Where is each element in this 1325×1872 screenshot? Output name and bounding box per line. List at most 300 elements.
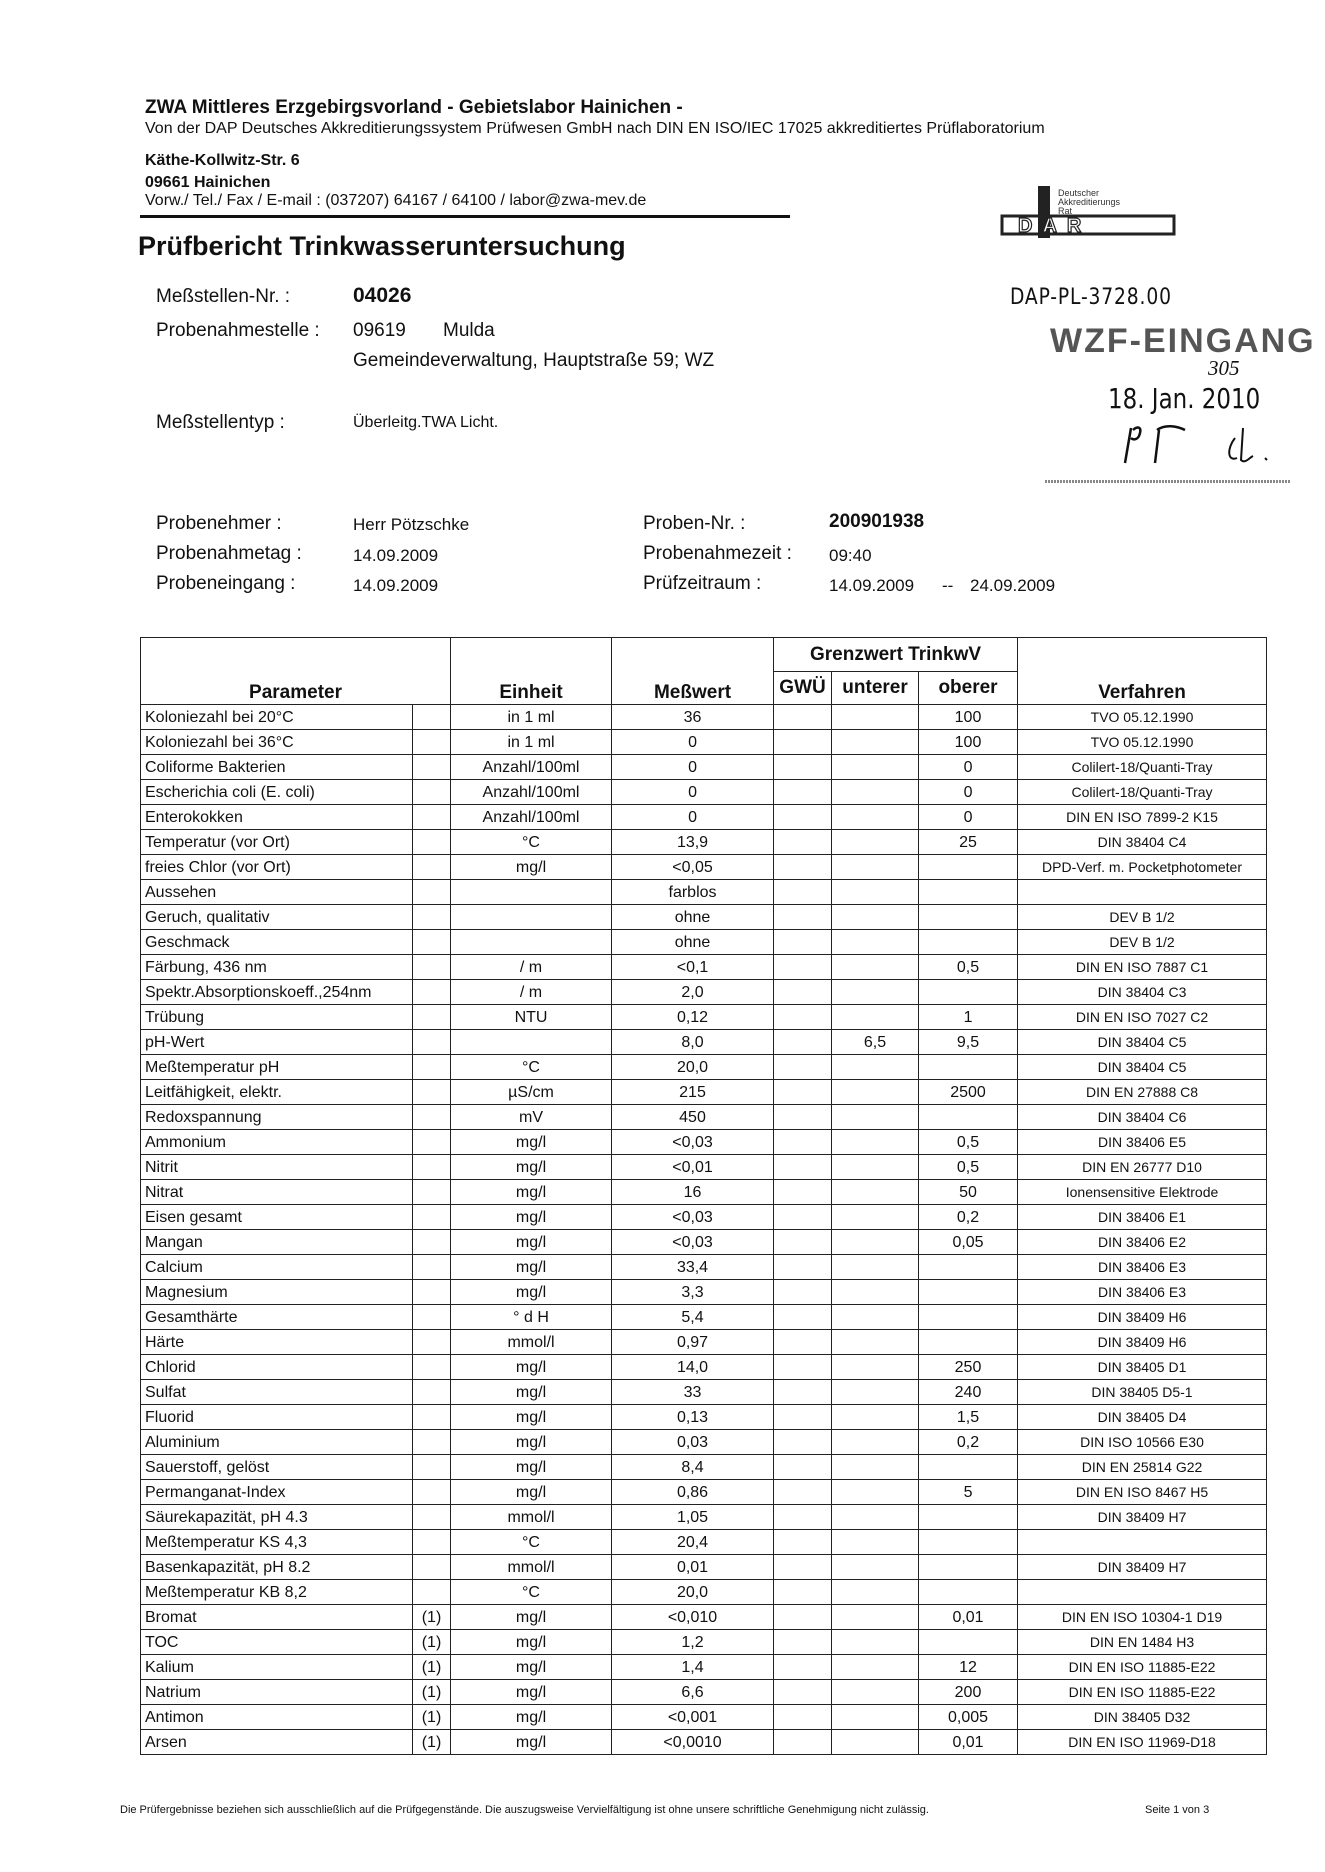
cell-unit: Anzahl/100ml [451,780,612,805]
cell-note [413,955,451,980]
table-row [141,1330,1267,1355]
cell-unit: / m [451,955,612,980]
cell-note: (1) [413,1630,451,1655]
cell-unit [451,930,612,955]
cell-parameter: Geruch, qualitativ [141,905,413,930]
cell-lower-limit [832,830,919,855]
cell-upper-limit [919,1305,1018,1330]
cell-value: 36 [612,705,774,730]
cell-method: DPD-Verf. m. Pocketphotometer [1018,855,1267,880]
cell-parameter: Mangan [141,1230,413,1255]
cell-gwu [774,1205,832,1230]
cell-note [413,1255,451,1280]
cell-upper-limit: 0,2 [919,1430,1018,1455]
cell-method: DIN 38404 C4 [1018,830,1267,855]
cell-parameter: Bromat [141,1605,413,1630]
sample-day-label: Probenahmetag : [156,543,302,564]
cell-value: 13,9 [612,830,774,855]
cell-gwu [774,1655,832,1680]
cell-lower-limit [832,1280,919,1305]
cell-lower-limit [832,1580,919,1605]
cell-value: 0 [612,805,774,830]
cell-upper-limit: 25 [919,830,1018,855]
cell-note [413,1355,451,1380]
cell-upper-limit [919,1330,1018,1355]
cell-unit: NTU [451,1005,612,1030]
cell-unit [451,1030,612,1055]
cell-note [413,805,451,830]
cell-lower-limit [832,1330,919,1355]
cell-gwu [774,1705,832,1730]
cell-note [413,1230,451,1255]
cell-gwu [774,855,832,880]
cell-parameter: Magnesium [141,1280,413,1305]
cell-method [1018,880,1267,905]
cell-value: <0,03 [612,1130,774,1155]
header-rule [140,215,790,218]
cell-parameter: Färbung, 436 nm [141,955,413,980]
cell-upper-limit [919,1105,1018,1130]
cell-value: <0,01 [612,1155,774,1180]
cell-note [413,905,451,930]
cell-unit: mg/l [451,1430,612,1455]
cell-upper-limit [919,880,1018,905]
cell-gwu [774,1055,832,1080]
cell-method: DIN EN 1484 H3 [1018,1630,1267,1655]
cell-parameter: Temperatur (vor Ort) [141,830,413,855]
cell-parameter: pH-Wert [141,1030,413,1055]
cell-gwu [774,1080,832,1105]
cell-note: (1) [413,1655,451,1680]
cell-gwu [774,1605,832,1630]
cell-method: Ionensensitive Elektrode [1018,1180,1267,1205]
table-row [141,1480,1267,1505]
table-row [141,1130,1267,1155]
handwritten-signature [1115,418,1285,468]
cell-gwu [774,1405,832,1430]
cell-note: (1) [413,1730,451,1755]
table-row [141,1430,1267,1455]
cell-unit: mg/l [451,1605,612,1630]
cell-gwu [774,1105,832,1130]
cell-unit: mg/l [451,1130,612,1155]
cell-unit: mV [451,1105,612,1130]
cell-lower-limit [832,1630,919,1655]
cell-unit: °C [451,1530,612,1555]
cell-lower-limit [832,880,919,905]
cell-lower-limit [832,1430,919,1455]
cell-gwu [774,1005,832,1030]
cell-gwu [774,980,832,1005]
cell-method: DIN 38406 E2 [1018,1230,1267,1255]
cell-lower-limit [832,1005,919,1030]
cell-note [413,730,451,755]
table-row [141,1405,1267,1430]
cell-unit: mg/l [451,1655,612,1680]
cell-note: (1) [413,1680,451,1705]
cell-gwu [774,1555,832,1580]
sample-day-value: 14.09.2009 [353,546,439,565]
cell-gwu [774,905,832,930]
receipt-stamp-number: 305 [1208,356,1240,380]
cell-upper-limit [919,1505,1018,1530]
cell-parameter: Permanganat-Index [141,1480,413,1505]
cell-value: 0 [612,755,774,780]
cell-note [413,830,451,855]
cell-method: DIN EN ISO 11885-E22 [1018,1680,1267,1705]
cell-parameter: Nitrit [141,1155,413,1180]
cell-upper-limit [919,1630,1018,1655]
dap-logo-line-3: Rat [1058,206,1073,216]
cell-parameter: Aluminium [141,1430,413,1455]
site-type-value: Überleitg.TWA Licht. [353,414,499,431]
cell-upper-limit: 0,01 [919,1605,1018,1630]
header-lower: unterer [832,671,919,705]
table-row [141,1555,1267,1580]
cell-gwu [774,880,832,905]
cell-unit [451,880,612,905]
footer-note: Die Prüfergebnisse beziehen sich ausschließlich auf die Prüfgegenstände. Die auszugsweise Vervielfältigung ist ohne unsere schriftliche Genehmigung nicht zulässig. [120,1804,929,1816]
cell-lower-limit [832,1255,919,1280]
cell-value: 0,12 [612,1005,774,1030]
cell-upper-limit: 0,005 [919,1705,1018,1730]
table-row [141,730,1267,755]
cell-upper-limit: 0,5 [919,955,1018,980]
cell-lower-limit [832,1405,919,1430]
cell-parameter: Antimon [141,1705,413,1730]
cell-parameter: Fluorid [141,1405,413,1430]
cell-parameter: Coliforme Bakterien [141,755,413,780]
cell-upper-limit [919,1280,1018,1305]
cell-parameter: Meßtemperatur pH [141,1055,413,1080]
table-row [141,880,1267,905]
sampling-place-address: Gemeindeverwaltung, Hauptstraße 59; WZ [353,350,715,371]
cell-value: 20,0 [612,1055,774,1080]
accreditation-line: Von der DAP Deutsches Akkreditierungssystem Prüfwesen GmbH nach DIN EN ISO/IEC 17025 akkreditiertes Prüflaboratorium [145,120,1045,137]
cell-lower-limit [832,1480,919,1505]
cell-lower-limit [832,1305,919,1330]
cell-parameter: Trübung [141,1005,413,1030]
cell-method: DIN 38409 H6 [1018,1305,1267,1330]
cell-gwu [774,1130,832,1155]
cell-parameter: Koloniezahl bei 36°C [141,730,413,755]
cell-parameter: Enterokokken [141,805,413,830]
cell-parameter: Chlorid [141,1355,413,1380]
cell-method: DIN 38404 C5 [1018,1055,1267,1080]
cell-gwu [774,1480,832,1505]
cell-gwu [774,1230,832,1255]
cell-value: <0,03 [612,1205,774,1230]
cell-value: 3,3 [612,1280,774,1305]
cell-note [413,1455,451,1480]
cell-gwu [774,780,832,805]
cell-parameter: Koloniezahl bei 20°C [141,705,413,730]
cell-method: DIN 38406 E1 [1018,1205,1267,1230]
cell-value: 33 [612,1380,774,1405]
cell-lower-limit [832,930,919,955]
table-row [141,1505,1267,1530]
cell-value: 0,13 [612,1405,774,1430]
cell-note [413,1480,451,1505]
table-row [141,1055,1267,1080]
cell-parameter: Spektr.Absorptionskoeff.,254nm [141,980,413,1005]
cell-value: <0,0010 [612,1730,774,1755]
cell-upper-limit: 0,01 [919,1730,1018,1755]
table-row [141,1205,1267,1230]
cell-unit: mg/l [451,1180,612,1205]
cell-lower-limit [832,1680,919,1705]
table-row [141,1455,1267,1480]
cell-gwu [774,830,832,855]
table-row [141,1230,1267,1255]
cell-note [413,1555,451,1580]
cell-note [413,1505,451,1530]
cell-unit: mg/l [451,1380,612,1405]
cell-gwu [774,805,832,830]
cell-method: Colilert-18/Quanti-Tray [1018,780,1267,805]
sampling-place-code: 09619 [353,320,406,341]
test-period-separator: -- [942,576,954,595]
cell-method: DEV B 1/2 [1018,930,1267,955]
cell-unit: mmol/l [451,1330,612,1355]
cell-note [413,1155,451,1180]
cell-parameter: Säurekapazität, pH 4.3 [141,1505,413,1530]
cell-upper-limit: 0,05 [919,1230,1018,1255]
cell-unit: mg/l [451,1280,612,1305]
test-period-label: Prüfzeitraum : [643,573,762,594]
cell-parameter: Härte [141,1330,413,1355]
cell-note [413,1405,451,1430]
cell-parameter: Basenkapazität, pH 8.2 [141,1555,413,1580]
cell-value: ohne [612,930,774,955]
table-row [141,930,1267,955]
cell-note [413,1130,451,1155]
cell-unit: mg/l [451,1630,612,1655]
cell-gwu [774,1680,832,1705]
cell-value: 2,0 [612,980,774,1005]
header-value: Meßwert [612,638,774,705]
cell-parameter: Meßtemperatur KB 8,2 [141,1580,413,1605]
cell-parameter: freies Chlor (vor Ort) [141,855,413,880]
cell-note [413,1030,451,1055]
table-row [141,1380,1267,1405]
cell-method: DIN 38404 C5 [1018,1030,1267,1055]
cell-method: DIN EN ISO 7027 C2 [1018,1005,1267,1030]
cell-upper-limit: 100 [919,705,1018,730]
table-row [141,1105,1267,1130]
cell-upper-limit: 50 [919,1180,1018,1205]
cell-unit: mg/l [451,1705,612,1730]
table-row [141,1005,1267,1030]
cell-value: 20,4 [612,1530,774,1555]
cell-unit: in 1 ml [451,730,612,755]
site-type-label: Meßstellentyp : [156,412,285,433]
cell-upper-limit: 0,2 [919,1205,1018,1230]
cell-value: 14,0 [612,1355,774,1380]
cell-lower-limit [832,1205,919,1230]
table-row [141,1280,1267,1305]
cell-lower-limit [832,1555,919,1580]
cell-note [413,755,451,780]
cell-lower-limit [832,1455,919,1480]
cell-gwu [774,1280,832,1305]
cell-upper-limit [919,1555,1018,1580]
cell-upper-limit [919,930,1018,955]
cell-lower-limit [832,1530,919,1555]
table-row [141,1155,1267,1180]
cell-upper-limit: 200 [919,1680,1018,1705]
lab-city: 09661 Hainichen [145,174,271,191]
table-row [141,905,1267,930]
cell-method: DIN 38405 D5-1 [1018,1380,1267,1405]
table-row [141,1605,1267,1630]
cell-value: 1,05 [612,1505,774,1530]
cell-parameter: Ammonium [141,1130,413,1155]
cell-unit: mg/l [451,1480,612,1505]
cell-note [413,1580,451,1605]
cell-parameter: Redoxspannung [141,1105,413,1130]
cell-lower-limit [832,1730,919,1755]
cell-note [413,705,451,730]
cell-parameter: TOC [141,1630,413,1655]
cell-unit: Anzahl/100ml [451,755,612,780]
site-nr-value: 04026 [353,284,412,307]
cell-unit: Anzahl/100ml [451,805,612,830]
cell-note [413,1080,451,1105]
cell-note [413,1430,451,1455]
cell-gwu [774,705,832,730]
sample-in-label: Probeneingang : [156,573,296,594]
cell-note: (1) [413,1705,451,1730]
table-row [141,1305,1267,1330]
header-parameter: Parameter [141,638,451,705]
cell-lower-limit [832,1605,919,1630]
cell-value: 0,86 [612,1480,774,1505]
cell-parameter: Eisen gesamt [141,1205,413,1230]
cell-note [413,855,451,880]
table-row [141,855,1267,880]
cell-lower-limit [832,1230,919,1255]
cell-lower-limit [832,1155,919,1180]
table-row [141,955,1267,980]
cell-unit: mg/l [451,1230,612,1255]
cell-value: <0,001 [612,1705,774,1730]
cell-method [1018,1580,1267,1605]
cell-parameter: Natrium [141,1680,413,1705]
cell-note [413,980,451,1005]
cell-gwu [774,955,832,980]
table-row [141,1355,1267,1380]
cell-lower-limit [832,905,919,930]
document-title: Prüfbericht Trinkwasseruntersuchung [138,231,626,261]
cell-parameter: Kalium [141,1655,413,1680]
cell-note [413,1380,451,1405]
sample-time-value: 09:40 [829,546,872,565]
cell-unit: / m [451,980,612,1005]
sampling-place-label: Probenahmestelle : [156,320,320,341]
sample-time-label: Probenahmezeit : [643,543,792,564]
cell-value: <0,03 [612,1230,774,1255]
cell-gwu [774,755,832,780]
sample-in-value: 14.09.2009 [353,576,439,595]
cell-method: DIN 38406 E3 [1018,1255,1267,1280]
cell-gwu [774,1505,832,1530]
cell-parameter: Geschmack [141,930,413,955]
cell-unit: mg/l [451,1680,612,1705]
cell-value: 16 [612,1180,774,1205]
table-row [141,830,1267,855]
table-row [141,1580,1267,1605]
cell-lower-limit [832,780,919,805]
sample-taker-label: Probenehmer : [156,513,282,534]
cell-method: DIN 38409 H6 [1018,1330,1267,1355]
cell-unit: °C [451,1055,612,1080]
cell-method: DIN EN 26777 D10 [1018,1155,1267,1180]
cell-upper-limit: 0,5 [919,1155,1018,1180]
cell-method: DIN 38406 E3 [1018,1280,1267,1305]
cell-unit: mg/l [451,1155,612,1180]
cell-lower-limit [832,730,919,755]
cell-upper-limit: 240 [919,1380,1018,1405]
cell-parameter: Aussehen [141,880,413,905]
cell-lower-limit [832,1105,919,1130]
cell-parameter: Sauerstoff, gelöst [141,1455,413,1480]
cell-gwu [774,1630,832,1655]
cell-gwu [774,730,832,755]
cell-value: 0 [612,780,774,805]
table-row [141,1180,1267,1205]
cell-method [1018,1530,1267,1555]
cell-value: 8,0 [612,1030,774,1055]
table-row [141,780,1267,805]
cell-unit: mg/l [451,1730,612,1755]
cell-parameter: Nitrat [141,1180,413,1205]
cell-lower-limit [832,1380,919,1405]
cell-gwu [774,1330,832,1355]
table-row [141,1655,1267,1680]
lab-contact: Vorw./ Tel./ Fax / E-mail : (037207) 64167 / 64100 / labor@zwa-mev.de [145,192,647,209]
cell-method: DIN EN 27888 C8 [1018,1080,1267,1105]
cell-unit: mg/l [451,1255,612,1280]
cell-unit: °C [451,830,612,855]
cell-value: 0,03 [612,1430,774,1455]
sample-taker-value: Herr Pötzschke [353,515,470,534]
cell-gwu [774,1430,832,1455]
cell-method: DIN EN ISO 7899-2 K15 [1018,805,1267,830]
cell-lower-limit [832,705,919,730]
cell-method: DIN 38405 D32 [1018,1705,1267,1730]
cell-lower-limit [832,1355,919,1380]
cell-parameter: Leitfähigkeit, elektr. [141,1080,413,1105]
cell-gwu [774,1305,832,1330]
cell-lower-limit [832,1080,919,1105]
cell-unit: in 1 ml [451,705,612,730]
cell-lower-limit [832,1655,919,1680]
cell-upper-limit: 9,5 [919,1030,1018,1055]
site-nr-label: Meßstellen-Nr. : [156,286,291,307]
cell-unit: mg/l [451,1455,612,1480]
table-row [141,705,1267,730]
cell-gwu [774,1380,832,1405]
cell-note [413,1280,451,1305]
cell-lower-limit [832,755,919,780]
cell-value: 8,4 [612,1455,774,1480]
cell-note [413,1305,451,1330]
cell-upper-limit: 250 [919,1355,1018,1380]
header-limit-group: Grenzwert TrinkwV [774,638,1018,672]
cell-value: 215 [612,1080,774,1105]
cell-upper-limit: 0 [919,805,1018,830]
